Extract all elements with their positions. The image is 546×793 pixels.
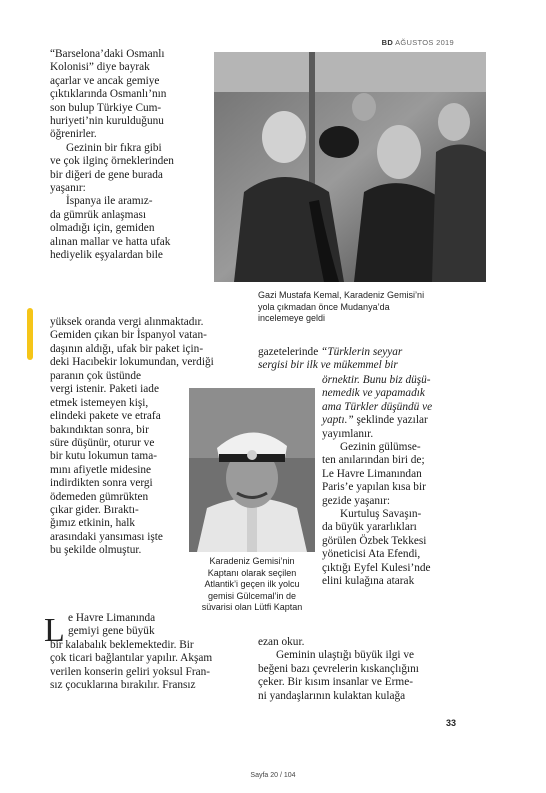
text-line: hediyelik eşyalardan bile — [50, 249, 163, 262]
text-line: Gezinin bir fıkra gibi — [66, 141, 162, 154]
caption-line: Kaptanı olarak seçilen — [207, 567, 297, 578]
captain-photo-art — [189, 388, 315, 552]
text-line: ödemeden gümrükten — [50, 490, 149, 503]
text-line: Gemiden çıkan bir İspanyol vatan- — [50, 329, 207, 342]
text-line: bir kalabalık beklemektedir. Bir — [50, 638, 194, 651]
text-line: çeker. Bir kısım insanlar ve Erme- — [258, 676, 413, 689]
text-line: huriyeti’nin kurulduğunu — [50, 115, 164, 128]
text-line: da büyük yararlıkları — [322, 521, 417, 534]
text-line: yaşanır: — [50, 182, 86, 195]
issue-date: AĞUSTOS 2019 — [395, 38, 454, 47]
column2-quote — [322, 374, 432, 589]
text-line: çok ticari bağlantılar yapılır. Akşam — [50, 652, 213, 665]
text-line: çıktıklarında Osmanlı’nın — [50, 88, 167, 101]
quote-line: sergisi bir ilk ve mükemmel bir — [258, 359, 398, 372]
text-line: alınan mallar ve hatta ufak — [50, 235, 171, 248]
text-line: açarlar ve ancak gemiye — [50, 74, 160, 87]
text-line: ve çok ilginç örneklerinden — [50, 155, 174, 168]
text-span: şeklinde yazılar — [356, 414, 428, 427]
text-line: vergi istenir. Paketi iade — [50, 383, 159, 396]
text-line: Paris’e yapılan kısa bir — [322, 481, 426, 494]
text-line: Le Havre Limanından — [322, 467, 422, 480]
text-line: Kurtuluş Savaşın- — [340, 508, 422, 521]
text-line: süre düşünür, oturur ve — [50, 437, 155, 450]
text-line: olmadığı için, gemiden — [50, 222, 155, 235]
text-line: deki Hacıbekir lokumundan, verdiği — [50, 356, 214, 369]
text-line: bir kutu lokumun tama- — [50, 450, 157, 463]
caption-line: incelemeye geldi — [258, 313, 326, 324]
quote-span: yaptı.” — [322, 414, 354, 427]
ataturk-photo-art — [214, 52, 486, 282]
text-line: daşının aldığı, ufak bir paket için- — [50, 342, 204, 355]
text-line: İspanya ile aramız- — [66, 195, 153, 208]
text-line: son bulup Türkiye Cum- — [50, 101, 162, 114]
text-line: arasındaki yansıması işte — [50, 530, 163, 543]
text-line: gezide yaşanır: — [322, 494, 391, 507]
caption-line: Karadeniz Gemisi’nin — [209, 556, 295, 566]
quote-line: nemedik ve yapamadık — [322, 387, 425, 400]
brand-label: BD — [381, 38, 394, 47]
text-line: ten anılarından biri de; — [322, 454, 425, 467]
text-line: “Barselona’daki Osmanlı — [50, 48, 165, 60]
text-line: yüksek oranda vergi alınmaktadır. — [50, 316, 204, 328]
text-line: öğrenirler. — [50, 128, 97, 141]
text-line: sız çocuklarına bırakılır. Fransız — [50, 679, 196, 692]
text-line: elindeki pakete ve etrafa — [50, 410, 161, 423]
text-line: da gümrük anlaşması — [50, 208, 147, 221]
wide-paragraph — [50, 316, 214, 370]
text-line: beğeni bazı çevrelerin kıskançlığını — [258, 662, 419, 675]
text-line: gemiyi gene büyük — [68, 625, 155, 638]
text-line: bir diğeri de gene burada — [50, 168, 163, 181]
column1-top — [50, 48, 174, 263]
column1-last — [50, 612, 212, 692]
text-line: mını afiyetle midesine — [50, 463, 152, 476]
page-number: 33 — [446, 718, 457, 728]
text-line: bakındıktan sonra, bir — [50, 423, 149, 436]
text-line — [322, 414, 432, 427]
captain-photo — [189, 388, 315, 552]
caption-line: gemisi Gülcemal’in de — [207, 590, 297, 601]
text-line: yayımlanır. — [322, 427, 374, 440]
text-line: verilen konserin geliri yoksul Fran- — [50, 665, 211, 678]
photo1-caption — [258, 290, 424, 325]
text-line: çıktığı Eyfel Kulesi’nde — [322, 561, 431, 574]
text-line: etmek istemeyen kişi, — [50, 396, 149, 409]
column2-bottom — [258, 636, 419, 703]
text-line: yöneticisi Ata Efendi, — [322, 548, 421, 561]
caption-line: süvarisi olan Lütfi Kaptan — [201, 602, 303, 613]
page-footer: Sayfa 20 / 104 — [250, 772, 296, 779]
text-span: gazetelerinde — [258, 346, 322, 358]
issue-header — [382, 38, 454, 47]
quote-line: ama Türkler düşündü ve — [322, 400, 433, 413]
accent-bar — [27, 308, 33, 360]
caption-line: Gazi Mustafa Kemal, Karadeniz Gemisi’ni — [258, 290, 425, 300]
text-line: paranın çok üstünde — [50, 370, 141, 382]
caption-line: Atlantik’i geçen ilk yolcu — [204, 579, 300, 590]
ataturk-photo — [214, 52, 486, 282]
quote-span: “Türklerin seyyar — [321, 346, 403, 358]
column2-top — [258, 346, 402, 373]
text-line: indirdikten sonra vergi — [50, 477, 153, 490]
text-line: ni yandaşlarının kulaktan kulağa — [258, 689, 406, 702]
text-line: Geminin ulaştığı büyük ilgi ve — [276, 649, 415, 662]
text-line: Gezinin gülümse- — [340, 441, 421, 454]
text-line: elini kulağına atarak — [322, 575, 415, 588]
caption-line: yola çıkmadan önce Mudanya’da — [258, 301, 390, 312]
text-line: e Havre Limanında — [68, 612, 156, 624]
text-line: ğımız etkinin, halk — [50, 517, 136, 530]
text-line: Kolonisi” diye bayrak — [50, 61, 150, 74]
text-line: çıkar gider. Bıraktı- — [50, 504, 139, 517]
photo2-caption — [188, 556, 316, 614]
quote-line: örnektir. Bunu biz düşü- — [322, 374, 431, 386]
column1-bottom — [50, 370, 163, 558]
text-line: ezan okur. — [258, 636, 305, 648]
text-line: bu şekilde olmuştur. — [50, 544, 142, 557]
text-line: görülen Özbek Tekkesi — [322, 534, 427, 547]
text-line — [258, 346, 402, 359]
drop-cap: L — [44, 612, 65, 649]
